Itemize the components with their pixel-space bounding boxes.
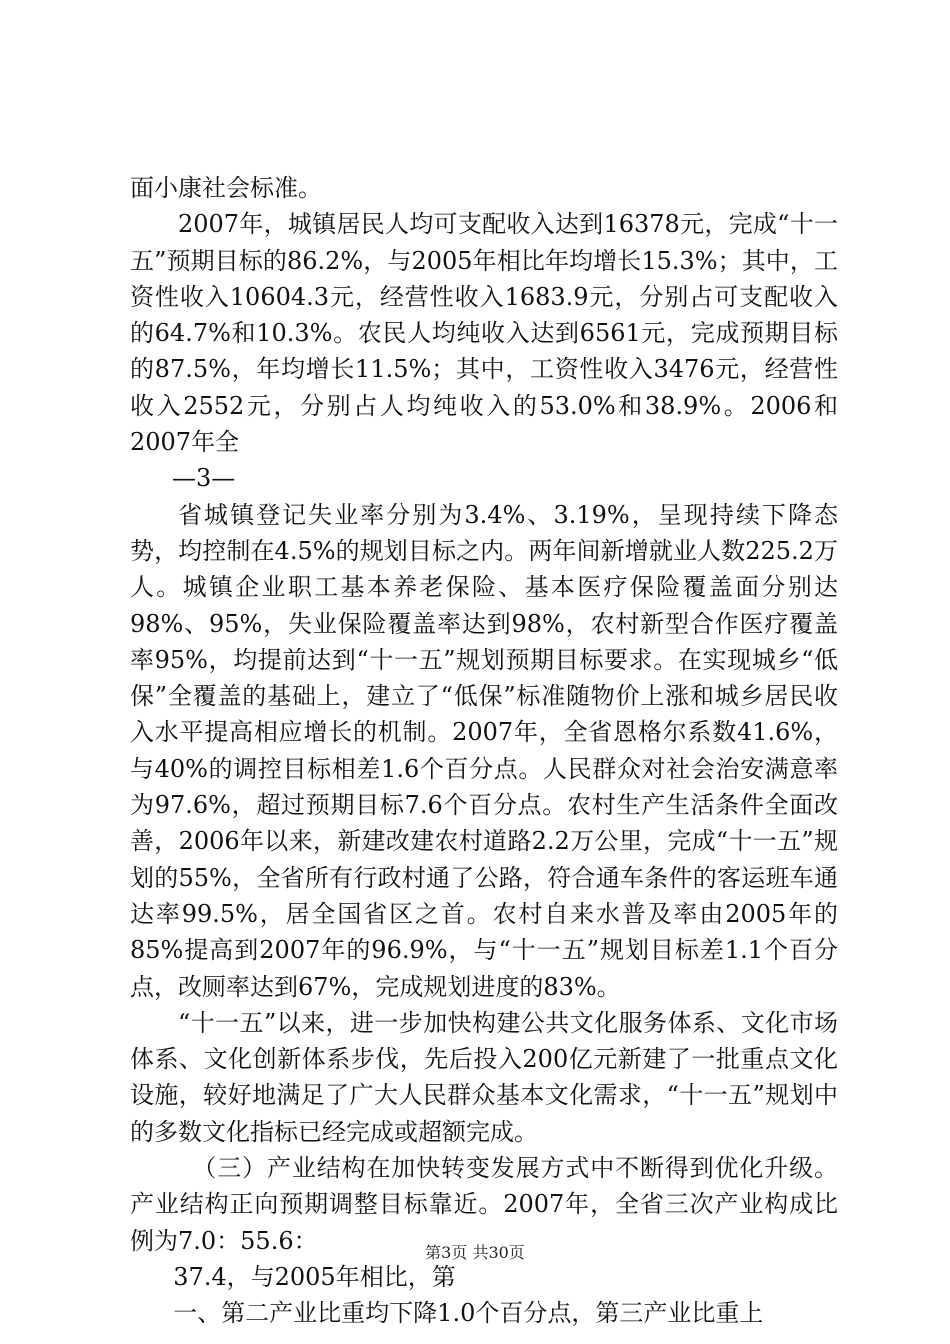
paragraph-culture: “十一五”以来，进一步加快构建公共文化服务体系、文化市场体系、文化创新体系步伐，先后投入200亿元新建了一批重点文化设施，较好地满足了广大人民群众基本文化需求，“十一五”规划中的多数文化指标已经完成或超额完成。 bbox=[130, 1008, 838, 1146]
document-body bbox=[130, 170, 838, 1332]
paragraph-sectors: 一、第二产业比重均下降1.0个百分点，第三产业比重上 bbox=[173, 1299, 764, 1328]
paragraph-continuation: 面小康社会标准。 bbox=[130, 174, 322, 202]
paragraph-industry: （三）产业结构在加快转变发展方式中不断得到优化升级。产业结构正向预期调整目标靠近。2007年，全省三次产业构成比例为7.0：55.6： bbox=[130, 1154, 838, 1255]
inline-page-marker: —3— bbox=[172, 464, 236, 493]
paragraph-employment: 省城镇登记失业率分别为3.4%、3.19%，呈现持续下降态势，均控制在4.5%的规划目标之内。两年间新增就业人数225.2万人。城镇企业职工基本养老保险、基本医疗保险覆盖面分别达98%、95%，失业保险覆盖率达到98%，农村新型合作医疗覆盖率95%，均提前达到“十一五”规划预期目标要求。在实现城乡“低保”全覆盖的基础上，建立了“低保”标准随物价上涨和城乡居民收入水平提高相应增长的机制。2007年，全省恩格尔系数41.6%，与40%的调控目标相差1.6个百分点。人民群众对社会治安满意率为97.6%，超过预期目标7.6个百分点。农村生产生活条件全面改善，2006年以来，新建改建农村道路2.2万公里，完成“十一五”规划的55%，全省所有行政村通了公路，符合通车条件的客运班车通达率99.5%，居全国省区之首。农村自来水普及率由2005年的85%提高到2007年的96.9%，与“十一五”规划目标差1.1个百分点，改厕率达到67%，完成规划进度的83%。 bbox=[130, 500, 838, 1001]
page-footer bbox=[0, 1243, 950, 1263]
paragraph-income: 2007年，城镇居民人均可支配收入达到16378元，完成“十一五”预期目标的86.2%，与2005年相比年均增长15.3%；其中，工资性收入10604.3元，经营性收入1683.9元，分别占可支配收入的64.7%和10.3%。农民人均纯收入达到6561元，完成预期目标的87.5%，年均增长11.5%；其中，工资性收入3476元，经营性收入2552元，分别占人均纯收入的53.0%和38.9%。2006和2007年全 bbox=[130, 210, 838, 457]
paragraph-ratio: 37.4，与2005年相比，第 bbox=[173, 1262, 456, 1291]
page-number-label: 第3页 共30页 bbox=[425, 1243, 525, 1262]
